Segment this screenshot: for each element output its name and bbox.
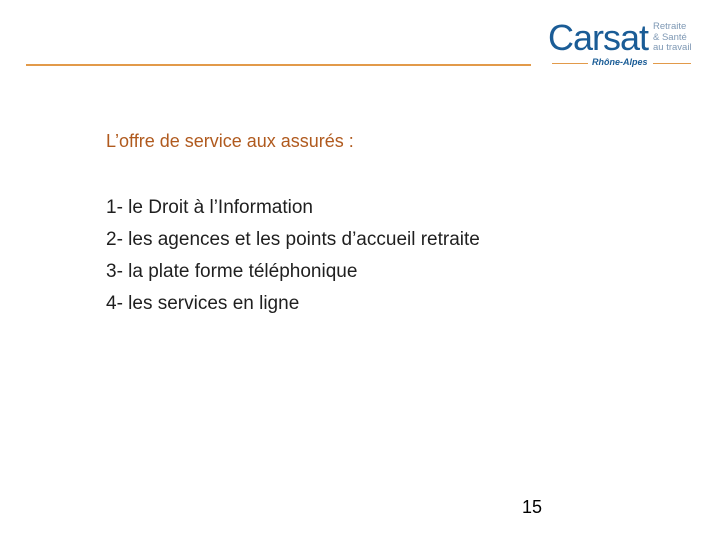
logo-divider-right [653,63,691,64]
list-item: 2- les agences et les points d’accueil retraite [106,229,480,250]
list-item: 3- la plate forme téléphonique [106,261,358,282]
list-item: 1- le Droit à l’Information [106,197,313,218]
carsat-logo [548,18,696,70]
logo-tagline-line: & Santé [653,31,687,43]
logo-divider-left [552,63,588,64]
logo-region: Rhône-Alpes [592,57,648,67]
section-heading: L’offre de service aux assurés : [106,131,354,151]
page-number: 15 [522,497,543,517]
logo-tagline-line: Retraite [653,21,687,32]
logo-tagline [653,22,692,54]
logo-brand: Carsat [548,17,649,58]
logo-tagline-line: au travail [653,42,692,53]
service-list [106,192,480,320]
list-item: 4- les services en ligne [106,293,300,314]
header-rule [26,64,531,66]
